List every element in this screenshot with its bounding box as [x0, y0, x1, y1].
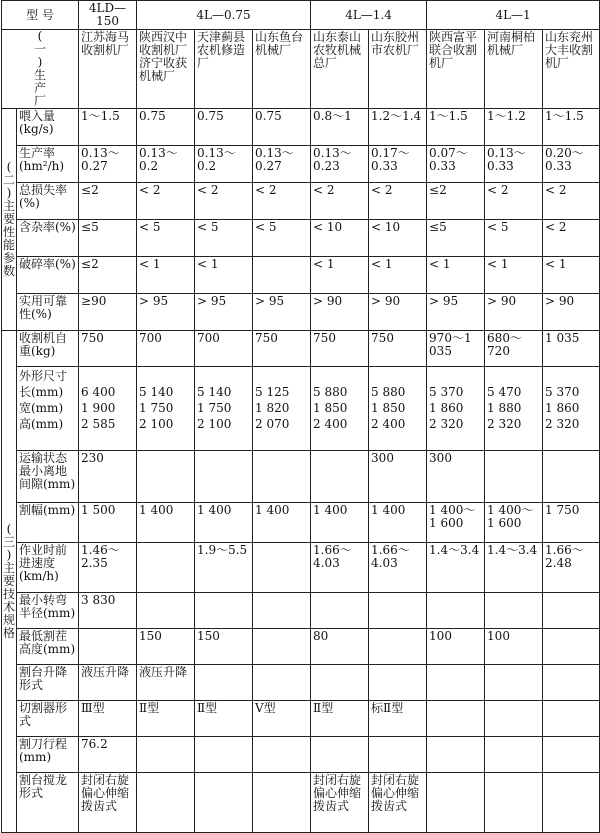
- value-cell: 封闭右旋偏心伸缩拨齿式: [311, 773, 369, 833]
- value-cell: [253, 257, 311, 294]
- value-cell: ≤5: [79, 220, 137, 257]
- value-cell: [311, 451, 369, 503]
- value-cell: [485, 665, 543, 701]
- tech-row: [2, 331, 600, 367]
- value-cell: [253, 737, 311, 773]
- manufacturer-cell: 河南桐柏机械厂: [485, 30, 543, 109]
- value-cell: < 2: [195, 183, 253, 220]
- manufacturer-cell: 山东鱼台机械厂: [253, 30, 311, 109]
- value-cell: Ⅲ型: [79, 701, 137, 737]
- value-cell: [427, 593, 485, 629]
- value-cell: < 2: [543, 220, 600, 257]
- value-cell: 680～720: [485, 331, 543, 367]
- value-cell: [137, 543, 195, 593]
- value-cell: Ⅱ型: [137, 701, 195, 737]
- value-cell: < 10: [311, 220, 369, 257]
- value-cell: 300: [369, 451, 427, 503]
- value-cell: [369, 629, 427, 665]
- perf-row: [2, 257, 600, 294]
- value-cell: [543, 773, 600, 833]
- value-cell: < 5: [137, 220, 195, 257]
- value-cell: [543, 701, 600, 737]
- value-cell: 230: [79, 451, 137, 503]
- value-cell: 0.20～0.33: [543, 146, 600, 183]
- value-cell: 0.75: [195, 109, 253, 146]
- header-row: [2, 1, 600, 30]
- harvester-spec-table: [1, 0, 600, 833]
- tech-row: [2, 451, 600, 503]
- dims-cell: 6 400 1 900 2 585: [79, 367, 137, 451]
- value-cell: 150: [195, 629, 253, 665]
- manufacturer-cell: 山东兖州大丰收割机厂: [543, 30, 600, 109]
- tech-row: [2, 629, 600, 665]
- value-cell: 0.13～0.33: [485, 146, 543, 183]
- value-cell: ≤2: [79, 183, 137, 220]
- value-cell: Ⅱ型: [195, 701, 253, 737]
- value-cell: < 1: [485, 257, 543, 294]
- group-technical: ( 三 ) 主 要 技 术 规 格: [2, 331, 17, 833]
- value-cell: 1～1.5: [79, 109, 137, 146]
- value-cell: 1～1.5: [427, 109, 485, 146]
- value-cell: 750: [253, 331, 311, 367]
- value-cell: < 1: [195, 257, 253, 294]
- value-cell: 1.4～3.4: [485, 543, 543, 593]
- value-cell: 1 400: [195, 503, 253, 543]
- value-cell: 100: [427, 629, 485, 665]
- param-label: 切割器形式: [17, 701, 79, 737]
- value-cell: [195, 665, 253, 701]
- param-label: 喂入量(kg/s): [17, 109, 79, 146]
- value-cell: 0.13～0.2: [137, 146, 195, 183]
- param-label: 最小转弯半径(mm): [17, 593, 79, 629]
- value-cell: ≤2: [427, 183, 485, 220]
- value-cell: [137, 737, 195, 773]
- value-cell: [369, 593, 427, 629]
- manufacturer-row: [2, 30, 600, 109]
- dims-cell: 5 125 1 820 2 070: [253, 367, 311, 451]
- value-cell: < 2: [253, 183, 311, 220]
- value-cell: [485, 701, 543, 737]
- dims-cell: 5 140 1 750 2 100: [195, 367, 253, 451]
- value-cell: 封闭右旋偏心伸缩拨齿式: [79, 773, 137, 833]
- value-cell: > 90: [485, 294, 543, 331]
- value-cell: 1 400～1 600: [485, 503, 543, 543]
- value-cell: [253, 451, 311, 503]
- manufacturer-cell: 陕西富平联合收割机厂: [427, 30, 485, 109]
- value-cell: < 1: [369, 257, 427, 294]
- value-cell: [311, 665, 369, 701]
- perf-row: [2, 109, 600, 146]
- perf-row: [2, 146, 600, 183]
- param-label: 实用可靠性(%): [17, 294, 79, 331]
- value-cell: [195, 593, 253, 629]
- value-cell: 750: [311, 331, 369, 367]
- group-performance: ( 二 ) 主 要 性 能 参 数: [2, 109, 17, 331]
- value-cell: [137, 593, 195, 629]
- param-label: 破碎率(%): [17, 257, 79, 294]
- value-cell: > 95: [137, 294, 195, 331]
- model-4ld-150: 4LD—150: [79, 1, 137, 30]
- value-cell: < 1: [543, 257, 600, 294]
- value-cell: 150: [137, 629, 195, 665]
- param-label: 运输状态最小离地间隙(mm): [17, 451, 79, 503]
- value-cell: 1 400: [311, 503, 369, 543]
- value-cell: 0.07～0.33: [427, 146, 485, 183]
- value-cell: < 2: [485, 183, 543, 220]
- value-cell: [427, 737, 485, 773]
- value-cell: 700: [195, 331, 253, 367]
- value-cell: 76.2: [79, 737, 137, 773]
- value-cell: 1 400: [253, 503, 311, 543]
- value-cell: > 95: [427, 294, 485, 331]
- value-cell: 1 400～1 600: [427, 503, 485, 543]
- value-cell: [137, 773, 195, 833]
- manufacturer-cell: 江苏海马收割机厂: [79, 30, 137, 109]
- value-cell: [543, 737, 600, 773]
- value-cell: [427, 665, 485, 701]
- value-cell: < 5: [253, 220, 311, 257]
- dims-cell: 5 880 1 850 2 400: [369, 367, 427, 451]
- param-label: 割台搅龙形式: [17, 773, 79, 833]
- value-cell: 750: [369, 331, 427, 367]
- value-cell: [137, 451, 195, 503]
- tech-row: [2, 773, 600, 833]
- value-cell: Ⅴ型: [253, 701, 311, 737]
- param-label: 最低割茬高度(mm): [17, 629, 79, 665]
- header-label: 型 号: [2, 1, 79, 30]
- value-cell: [311, 593, 369, 629]
- param-label-dimensions: 外形尺寸 长(mm) 宽(mm) 高(mm): [17, 367, 79, 451]
- value-cell: 1 400: [137, 503, 195, 543]
- value-cell: < 2: [369, 183, 427, 220]
- value-cell: 封闭右旋偏心伸缩拨齿式: [369, 773, 427, 833]
- tech-row: [2, 701, 600, 737]
- tech-row: [2, 665, 600, 701]
- value-cell: [427, 773, 485, 833]
- tech-row: [2, 593, 600, 629]
- value-cell: [79, 629, 137, 665]
- dims-cell: 5 370 1 860 2 320: [543, 367, 600, 451]
- value-cell: 液压升降: [137, 665, 195, 701]
- dims-cell: 5 470 1 880 2 320: [485, 367, 543, 451]
- value-cell: 1.66～4.03: [369, 543, 427, 593]
- tech-row: [2, 503, 600, 543]
- value-cell: < 2: [543, 183, 600, 220]
- manufacturer-cell: 山东胶州市农机厂: [369, 30, 427, 109]
- param-label: 总损失率(%): [17, 183, 79, 220]
- value-cell: 0.8～1: [311, 109, 369, 146]
- value-cell: [369, 665, 427, 701]
- value-cell: [253, 593, 311, 629]
- value-cell: ≤5: [427, 220, 485, 257]
- value-cell: [485, 737, 543, 773]
- value-cell: [253, 665, 311, 701]
- manufacturer-cell: 山东泰山农牧机械总厂: [311, 30, 369, 109]
- value-cell: ≥90: [79, 294, 137, 331]
- value-cell: > 90: [369, 294, 427, 331]
- value-cell: < 10: [369, 220, 427, 257]
- value-cell: Ⅱ型: [311, 701, 369, 737]
- value-cell: 1～1.2: [485, 109, 543, 146]
- value-cell: 700: [137, 331, 195, 367]
- value-cell: 1.4～3.4: [427, 543, 485, 593]
- param-label: 收割机自重(kg): [17, 331, 79, 367]
- value-cell: [427, 701, 485, 737]
- param-label: 割幅(mm): [17, 503, 79, 543]
- value-cell: 80: [311, 629, 369, 665]
- tech-row-dimensions: [2, 367, 600, 451]
- value-cell: [485, 451, 543, 503]
- model-4l-1-4: 4L—1.4: [311, 1, 427, 30]
- value-cell: 1 400: [369, 503, 427, 543]
- perf-row: [2, 183, 600, 220]
- value-cell: [195, 451, 253, 503]
- value-cell: < 2: [311, 183, 369, 220]
- dims-cell: 5 140 1 750 2 100: [137, 367, 195, 451]
- value-cell: [543, 665, 600, 701]
- value-cell: 1 035: [543, 331, 600, 367]
- value-cell: 0.13～0.27: [253, 146, 311, 183]
- value-cell: > 95: [253, 294, 311, 331]
- value-cell: [485, 593, 543, 629]
- value-cell: 1～1.5: [543, 109, 600, 146]
- value-cell: 液压升降: [79, 665, 137, 701]
- perf-row: [2, 220, 600, 257]
- value-cell: [253, 543, 311, 593]
- value-cell: 标Ⅱ型: [369, 701, 427, 737]
- value-cell: < 1: [427, 257, 485, 294]
- value-cell: 1.9～5.5: [195, 543, 253, 593]
- value-cell: ≤2: [79, 257, 137, 294]
- manufacturer-cell: 陕西汉中收割机厂济宁收获机械厂: [137, 30, 195, 109]
- group-producer: ( 一 ) 生 产 厂: [2, 30, 79, 109]
- value-cell: 1.2～1.4: [369, 109, 427, 146]
- perf-row: [2, 294, 600, 331]
- value-cell: [253, 773, 311, 833]
- value-cell: 0.13～0.2: [195, 146, 253, 183]
- value-cell: 3 830: [79, 593, 137, 629]
- value-cell: [311, 737, 369, 773]
- dims-cell: 5 880 1 850 2 400: [311, 367, 369, 451]
- value-cell: [543, 593, 600, 629]
- value-cell: > 90: [543, 294, 600, 331]
- value-cell: > 90: [311, 294, 369, 331]
- value-cell: [543, 451, 600, 503]
- param-label: 割刀行程(mm): [17, 737, 79, 773]
- value-cell: 100: [485, 629, 543, 665]
- value-cell: [253, 629, 311, 665]
- value-cell: 1.46～2.35: [79, 543, 137, 593]
- value-cell: 970～1 035: [427, 331, 485, 367]
- value-cell: [543, 629, 600, 665]
- value-cell: 750: [79, 331, 137, 367]
- param-label: 作业时前进速度(km/h): [17, 543, 79, 593]
- value-cell: 300: [427, 451, 485, 503]
- value-cell: 1.66～4.03: [311, 543, 369, 593]
- tech-row: [2, 543, 600, 593]
- value-cell: [369, 737, 427, 773]
- param-label: 含杂率(%): [17, 220, 79, 257]
- value-cell: [195, 737, 253, 773]
- value-cell: < 1: [311, 257, 369, 294]
- value-cell: 0.17～0.33: [369, 146, 427, 183]
- param-label: 生产率(hm²/h): [17, 146, 79, 183]
- value-cell: [195, 773, 253, 833]
- dims-cell: 5 370 1 860 2 320: [427, 367, 485, 451]
- value-cell: [485, 773, 543, 833]
- value-cell: 1 500: [79, 503, 137, 543]
- value-cell: < 5: [195, 220, 253, 257]
- value-cell: < 2: [137, 183, 195, 220]
- value-cell: 1.66～2.48: [543, 543, 600, 593]
- value-cell: 0.13～0.23: [311, 146, 369, 183]
- value-cell: < 5: [485, 220, 543, 257]
- value-cell: 0.75: [253, 109, 311, 146]
- value-cell: 1 750: [543, 503, 600, 543]
- param-label: 割台升降形式: [17, 665, 79, 701]
- tech-row: [2, 737, 600, 773]
- model-4l-1: 4L—1: [427, 1, 600, 30]
- value-cell: < 1: [137, 257, 195, 294]
- value-cell: > 95: [195, 294, 253, 331]
- value-cell: 0.13～0.27: [79, 146, 137, 183]
- manufacturer-cell: 天津蓟县农机修造厂: [195, 30, 253, 109]
- value-cell: 0.75: [137, 109, 195, 146]
- model-4l-0-75: 4L—0.75: [137, 1, 311, 30]
